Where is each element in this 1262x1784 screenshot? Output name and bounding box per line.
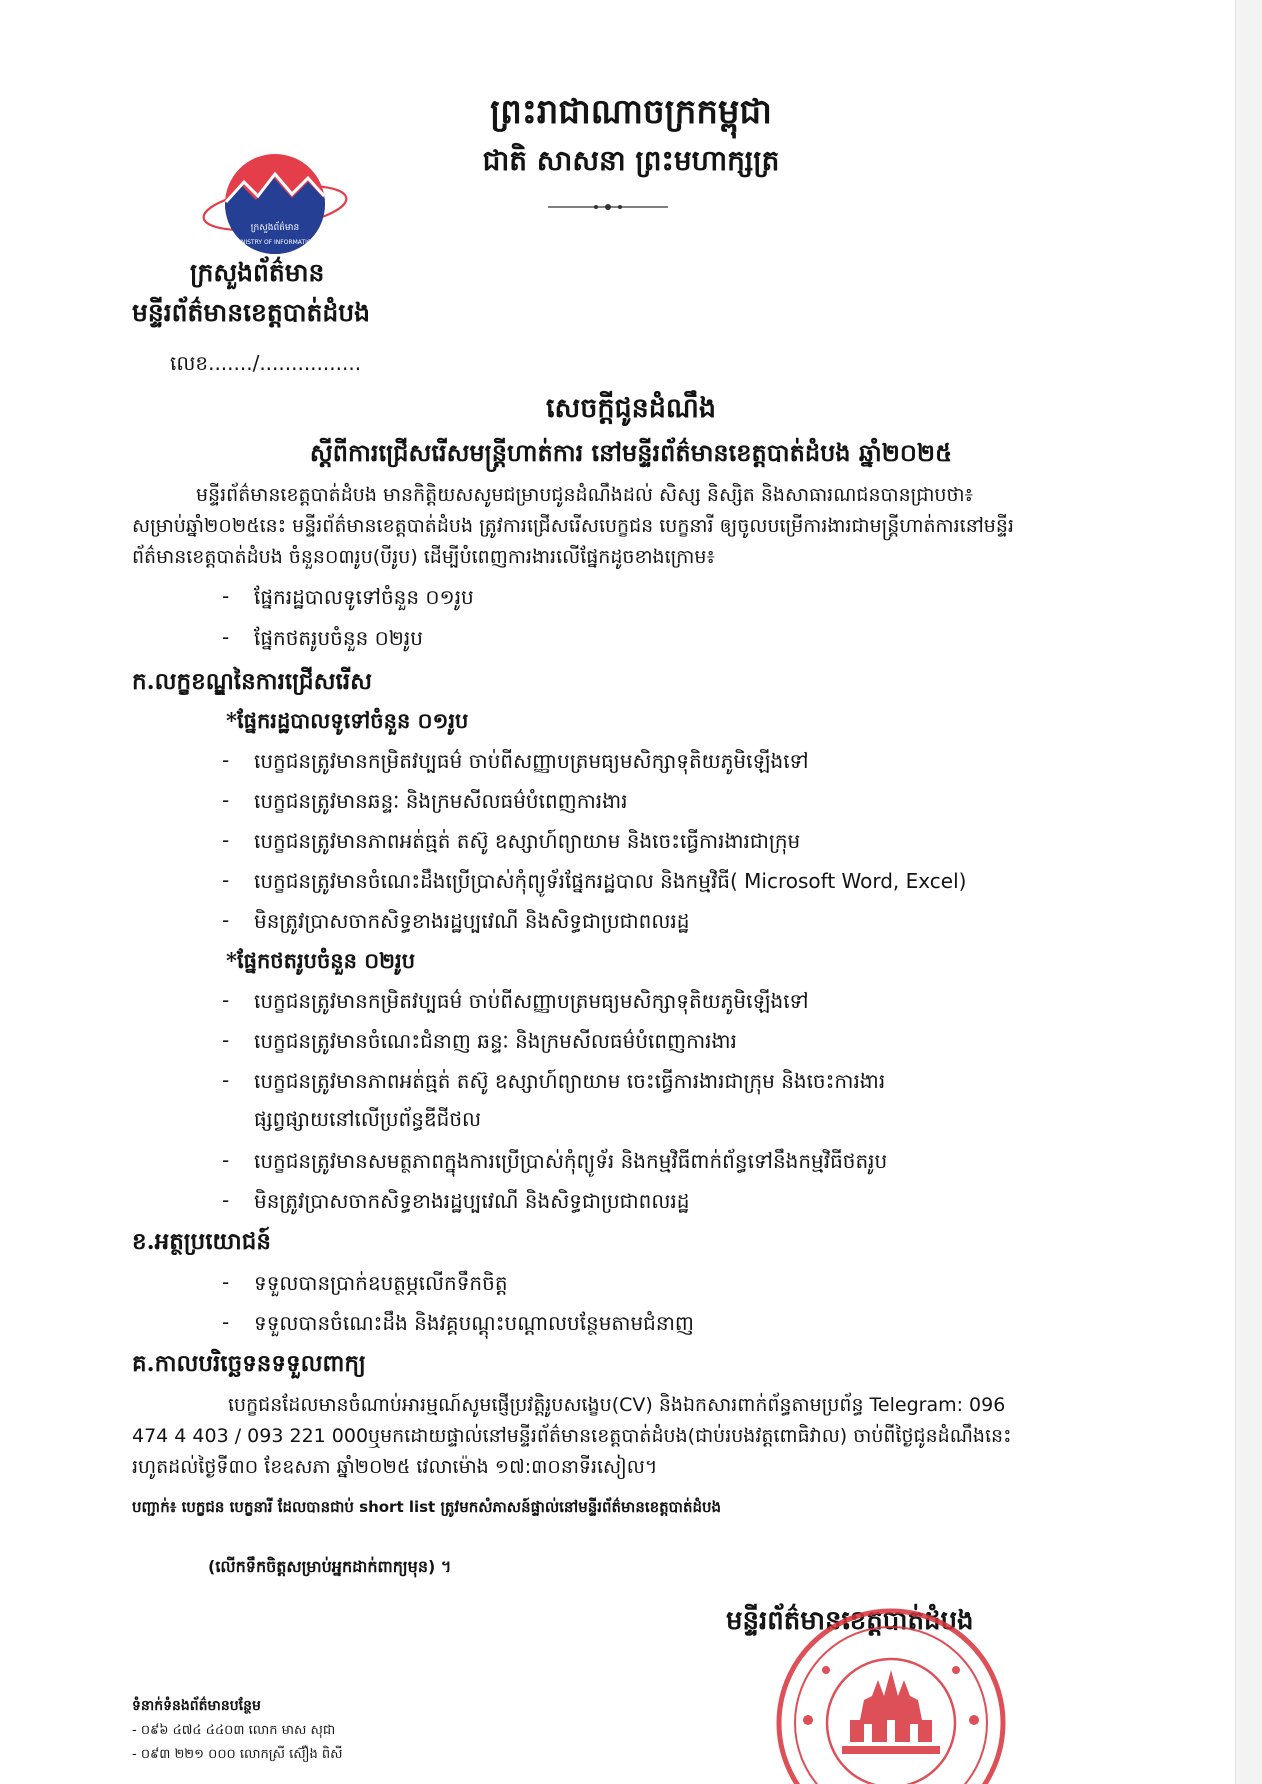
position-item: ផ្នែកថតរូបចំនួន ០២រូប [254,626,423,650]
kingdom-heading: ព្រះរាជាណាចក្រកម្ពុជា [490,92,772,132]
notice-subtitle: ស្តីពីការជ្រើសរើសមន្ត្រីហាត់ការ នៅមន្ទីរព័ត៌មានខេត្តបាត់ដំបង ឆ្នាំ២០២៥ [309,438,953,467]
admin-item: បេក្ខជនត្រូវមានភាពអត់ធ្មត់ តស៊ូ ឧស្សាហ៍ព្យាយាម និងចេះធ្វើការងារជាក្រុម [254,829,801,853]
section-b-heading: ខ.អត្ថប្រយោជន៍ [132,1228,271,1255]
intro-line-3: ព័ត៌មានខេត្តបាត់ដំបង ចំនួន០៣រូប(បីរូប) ដើម្បីបំពេញការងារលើផ្នែកដូចខាងក្រោម៖ [132,546,715,568]
contact-line: - ០៩៦ ៤៧៤ ៤៤០៣ លោក មាស សុជា [132,1723,336,1738]
position-bullet: - [222,584,230,608]
intro-line-2: សម្រាប់ឆ្នាំ២០២៥នេះ មន្ទីរព័ត៌មានខេត្តបាត់ដំបង ត្រូវការជ្រើសរើសបេក្ខជន បេក្ខនារី ឲ្យចូលបម្រើការងារជាមន្ត្រីហាត់ការនៅមន្ទីរ [132,515,1014,537]
logo-ring-text: MINISTRY OF INFORMATION [233,239,317,246]
admin-heading: *ផ្នែករដ្ឋបាលទូទៅចំនួន ០១រូប [226,708,469,733]
admin-item: បេក្ខជនត្រូវមានកម្រិតវប្បធម៌ ចាប់ពីសញ្ញាបត្រមធ្យមសិក្សាទុតិយភូមិឡើងទៅ [254,749,809,773]
photo-item: មិនត្រូវប្រាសចាកសិទ្ធខាងរដ្ឋប្បវេណី និងសិទ្ធជាប្រជាពលរដ្ឋ [254,1189,690,1213]
section-a-heading: ក.លក្ខខណ្ឌនៃការជ្រើសរើស [132,668,373,695]
ministry-logo [200,148,350,260]
issuer-ministry: ក្រសួងព័ត៌មាន [190,258,325,287]
reference-number: លេខ......./................ [170,351,362,375]
deadline-line-3: រហូតដល់ថ្ងៃទី៣០ ខែឧសភា ឆ្នាំ២០២៥ វេលាម៉ោង ១៧:៣០នាទីរសៀល។ [132,1456,658,1478]
contact-heading: ទំនាក់ទំនងព័ត៌មានបន្ថែម [132,1698,261,1714]
deadline-line-2: 474 4 403 / 093 221 000ឬមកដោយផ្ទាល់នៅមន្ទីរព័ត៌មានខេត្តបាត់ដំបង(ជាប់របងវត្តពោធិវាល) ចាប់ពីថ្ងៃជូនដំណឹងនេះ [132,1425,1012,1447]
position-item: ផ្នែករដ្ឋបាលទូទៅចំនួន ០១រូប [254,585,474,609]
note-line: បញ្ជាក់៖ បេក្ខជន បេក្ខនារី ដែលបានជាប់ short list ត្រូវមកសំភាសន៍ផ្ទាល់នៅមន្ទីរព័ត៌មានខេត្តបាត់ដំបង [132,1498,722,1516]
note-encouragement: (លើកទឹកចិត្តសម្រាប់អ្នកដាក់ពាក្យមុន) ។ [208,1557,452,1576]
admin-item: បេក្ខជនត្រូវមានចំណេះដឹងប្រើប្រាស់កុំព្យូទ័រផ្នែករដ្ឋបាល និងកម្មវិធី( Microsoft Word, Excel) [254,869,967,893]
section-c-heading: គ.កាលបរិច្ឆេទនទទួលពាក្យ [132,1350,366,1377]
admin-item: បេក្ខជនត្រូវមានឆន្ទៈ និងក្រមសីលធម៌បំពេញការងារ [254,789,628,813]
deadline-line-1: បេក្ខជនដែលមានចំណាប់អារម្មណ៍សូមផ្ញើប្រវត្តិរូបសង្ខេប(CV) និងឯកសារពាក់ព័ន្ធតាមប្រព័ន្ធ Telegram: 096 [228,1394,1006,1416]
photo-item: បេក្ខជនត្រូវមានចំណេះជំនាញ ឆន្ទៈ និងក្រមសីលធម៌បំពេញការងារ [254,1029,737,1053]
photo-item-continued: ផ្សព្វផ្សាយនៅលើប្រព័ន្ធឌីជីថល [254,1107,482,1131]
intro-line-1: មន្ទីរព័ត៌មានខេត្តបាត់ដំបង មានកិត្តិយសសូមជម្រាបជូនដំណឹងដល់ សិស្ស និស្សិត និងសាធារណជនបានជ្រាបថា៖ [196,484,973,506]
ornament-divider [548,200,668,214]
benefit-item: ទទួលបានចំណេះដឹង និងវគ្គបណ្តុះបណ្តាលបន្ថែមតាមជំនាញ [254,1311,694,1335]
signing-department: មន្ទីរព័ត៌មានខេត្តបាត់ដំបង [726,1606,974,1636]
scan-edge [1235,0,1262,1784]
photo-item: បេក្ខជនត្រូវមានកម្រិតវប្បធម៌ ចាប់ពីសញ្ញាបត្រមធ្យមសិក្សាទុតិយភូមិឡើងទៅ [254,989,809,1013]
official-stamp [768,1600,1014,1784]
photo-item: បេក្ខជនត្រូវមានភាពអត់ធ្មត់ តស៊ូ ឧស្សាហ៍ព្យាយាម ចេះធ្វើការងារជាក្រុម និងចេះការងារ [254,1069,886,1093]
photo-heading: *ផ្នែកថតរូបចំនួន ០២រូប [226,948,416,973]
photo-item: បេក្ខជនត្រូវមានសមត្ថភាពក្នុងការប្រើប្រាស់កុំព្យូទ័រ និងកម្មវិធីពាក់ព័ន្ធទៅនឹងកម្មវិធីថតរូប [254,1149,888,1173]
contact-line: - ០៩៣ ២២១ ០០០ លោកស្រី ស៊ឿង ពិសី [132,1747,343,1762]
position-bullet: - [222,625,230,649]
benefit-item: ទទួលបានប្រាក់ឧបត្ថម្ភលើកទឹកចិត្ត [254,1271,508,1295]
issuer-department: មន្ទីរព័ត៌មានខេត្តបាត់ដំបង [132,298,371,327]
admin-item: មិនត្រូវប្រាសចាកសិទ្ធខាងរដ្ឋប្បវេណី និងសិទ្ធជាប្រជាពលរដ្ឋ [254,909,690,933]
motto-heading: ជាតិ សាសនា ព្រះមហាក្សត្រ [482,144,780,177]
notice-title: សេចក្តីជូនដំណឹង [545,393,717,424]
notice-document: ព្រះរាជាណាចក្រកម្ពុជា ជាតិ សាសនា ព្រះមហាក្សត្រ ក្រសួងព័ត៌មាន MINISTRY OF INFORMATION ក្រសួងព័ត៌មាន មន្ទីរព័ត៌មានខេត្តបាត់ដំបង លេខ......./................ សេចក្តីជូនដំណឹង ស្តីពីការជ្រើសរើសមន្ត្រីហាត់ការ នៅមន្ទីរព័ត៌មានខេត្តបាត់ដំបង ឆ្នាំ២០២៥ មន្ទីរព័ត៌មានខេត្តបាត់ដំបង មានកិត្តិយសសូមជម្រាបជូនដំណឹងដល់ សិស្ស និស្សិត និងសាធារណជនបានជ្រាបថា៖ សម្រាប់ឆ្នាំ២០២៥នេះ មន្ទីរព័ត៌មានខេត្តបាត់ដំបង ត្រូវការជ្រើសរើសបេក្ខជន បេក្ខនារី ឲ្យចូលបម្រើការងារជាមន្ត្រីហាត់ការនៅមន្ទីរ ព័ត៌មានខេត្តបាត់ដំបង ចំនួន០៣រូប(បីរូប) ដើម្បីបំពេញការងារលើផ្នែកដូចខាងក្រោម៖ - ផ្នែករដ្ឋបាលទូទៅចំនួន ០១រូប - ផ្នែកថតរូបចំនួន ០២រូប ក.លក្ខខណ្ឌនៃការជ្រើសរើស *ផ្នែករដ្ឋបាលទូទៅចំនួន ០១រូប - បេក្ខជនត្រូវមានកម្រិតវប្បធម៌ ចាប់ពីសញ្ញាបត្រមធ្យមសិក្សាទុតិយភូមិឡើងទៅ - បេក្ខជនត្រូវមានឆន្ទៈ និងក្រមសីលធម៌បំពេញការងារ - បេក្ខជនត្រូវមានភាពអត់ធ្មត់ តស៊ូ ឧស្សាហ៍ព្យាយាម និងចេះធ្វើការងារជាក្រុម - បេក្ខជនត្រូវមានចំណេះដឹងប្រើប្រាស់កុំព្យូទ័រផ្នែករដ្ឋបាល និងកម្មវិធី( Microsoft Word, Excel) - មិនត្រូវប្រាសចាកសិទ្ធខាងរដ្ឋប្បវេណី និងសិទ្ធជាប្រជាពលរដ្ឋ *ផ្នែកថតរូបចំនួន ០២រូប - បេក្ខជនត្រូវមានកម្រិតវប្បធម៌ ចាប់ពីសញ្ញាបត្រមធ្យមសិក្សាទុតិយភូមិឡើងទៅ - បេក្ខជនត្រូវមានចំណេះជំនាញ ឆន្ទៈ និងក្រមសីលធម៌បំពេញការងារ - បេក្ខជនត្រូវមានភាពអត់ធ្មត់ តស៊ូ ឧស្សាហ៍ព្យាយាម ចេះធ្វើការងារជាក្រុម និងចេះការងារ ផ្សព្វផ្សាយនៅលើប្រព័ន្ធឌីជីថល - បេក្ខជនត្រូវមានសមត្ថភាពក្នុងការប្រើប្រាស់កុំព្យូទ័រ និងកម្មវិធីពាក់ព័ន្ធទៅនឹងកម្មវិធីថតរូប - មិនត្រូវប្រាសចាកសិទ្ធខាងរដ្ឋប្បវេណី និងសិទ្ធជាប្រជាពលរដ្ឋ ខ.អត្ថប្រយោជន៍ - ទទួលបានប្រាក់ឧបត្ថម្ភលើកទឹកចិត្ត - ទទួលបានចំណេះដឹង និងវគ្គបណ្តុះបណ្តាលបន្ថែមតាមជំនាញ គ.កាលបរិច្ឆេទនទទួលពាក្យ បេក្ខជនដែលមានចំណាប់អារម្មណ៍សូមផ្ញើប្រវត្តិរូបសង្ខេប(CV) និងឯកសារពាក់ព័ន្ធតាមប្រព័ន្ធ Telegram: 096 474 4 403 / 093 221 000ឬមកដោយផ្ទាល់នៅមន្ទីរព័ត៌មានខេត្តបាត់ដំបង(ជាប់របងវត្តពោធិវាល) ចាប់ពីថ្ងៃជូនដំណឹងនេះ រហូតដល់ថ្ងៃទី៣០ ខែឧសភា ឆ្នាំ២០២៥ វេលាម៉ោង ១៧:៣០នាទីរសៀល។ បញ្ជាក់៖ បេក្ខជន បេក្ខនារី ដែលបានជាប់ short list ត្រូវមកសំភាសន៍ផ្ទាល់នៅមន្ទីរព័ត៌មានខេត្តបាត់ដំបង (លើកទឹកចិត្តសម្រាប់អ្នកដាក់ពាក្យមុន) ។ មន្ទីរព័ត៌មានខេត្តបាត់ដំបង ទំនាក់ទំនងព័ត៌មានបន្ថែម - ០៩៦ ៤៧៤ ៤៤០៣ លោក មាស សុជា - ០៩៣ ២២១ ០០០ លោកស្រី ស៊ឿង ពិសី [0,0,1262,1784]
logo-inner-text: ក្រសួងព័ត៌មាន [250,223,300,233]
